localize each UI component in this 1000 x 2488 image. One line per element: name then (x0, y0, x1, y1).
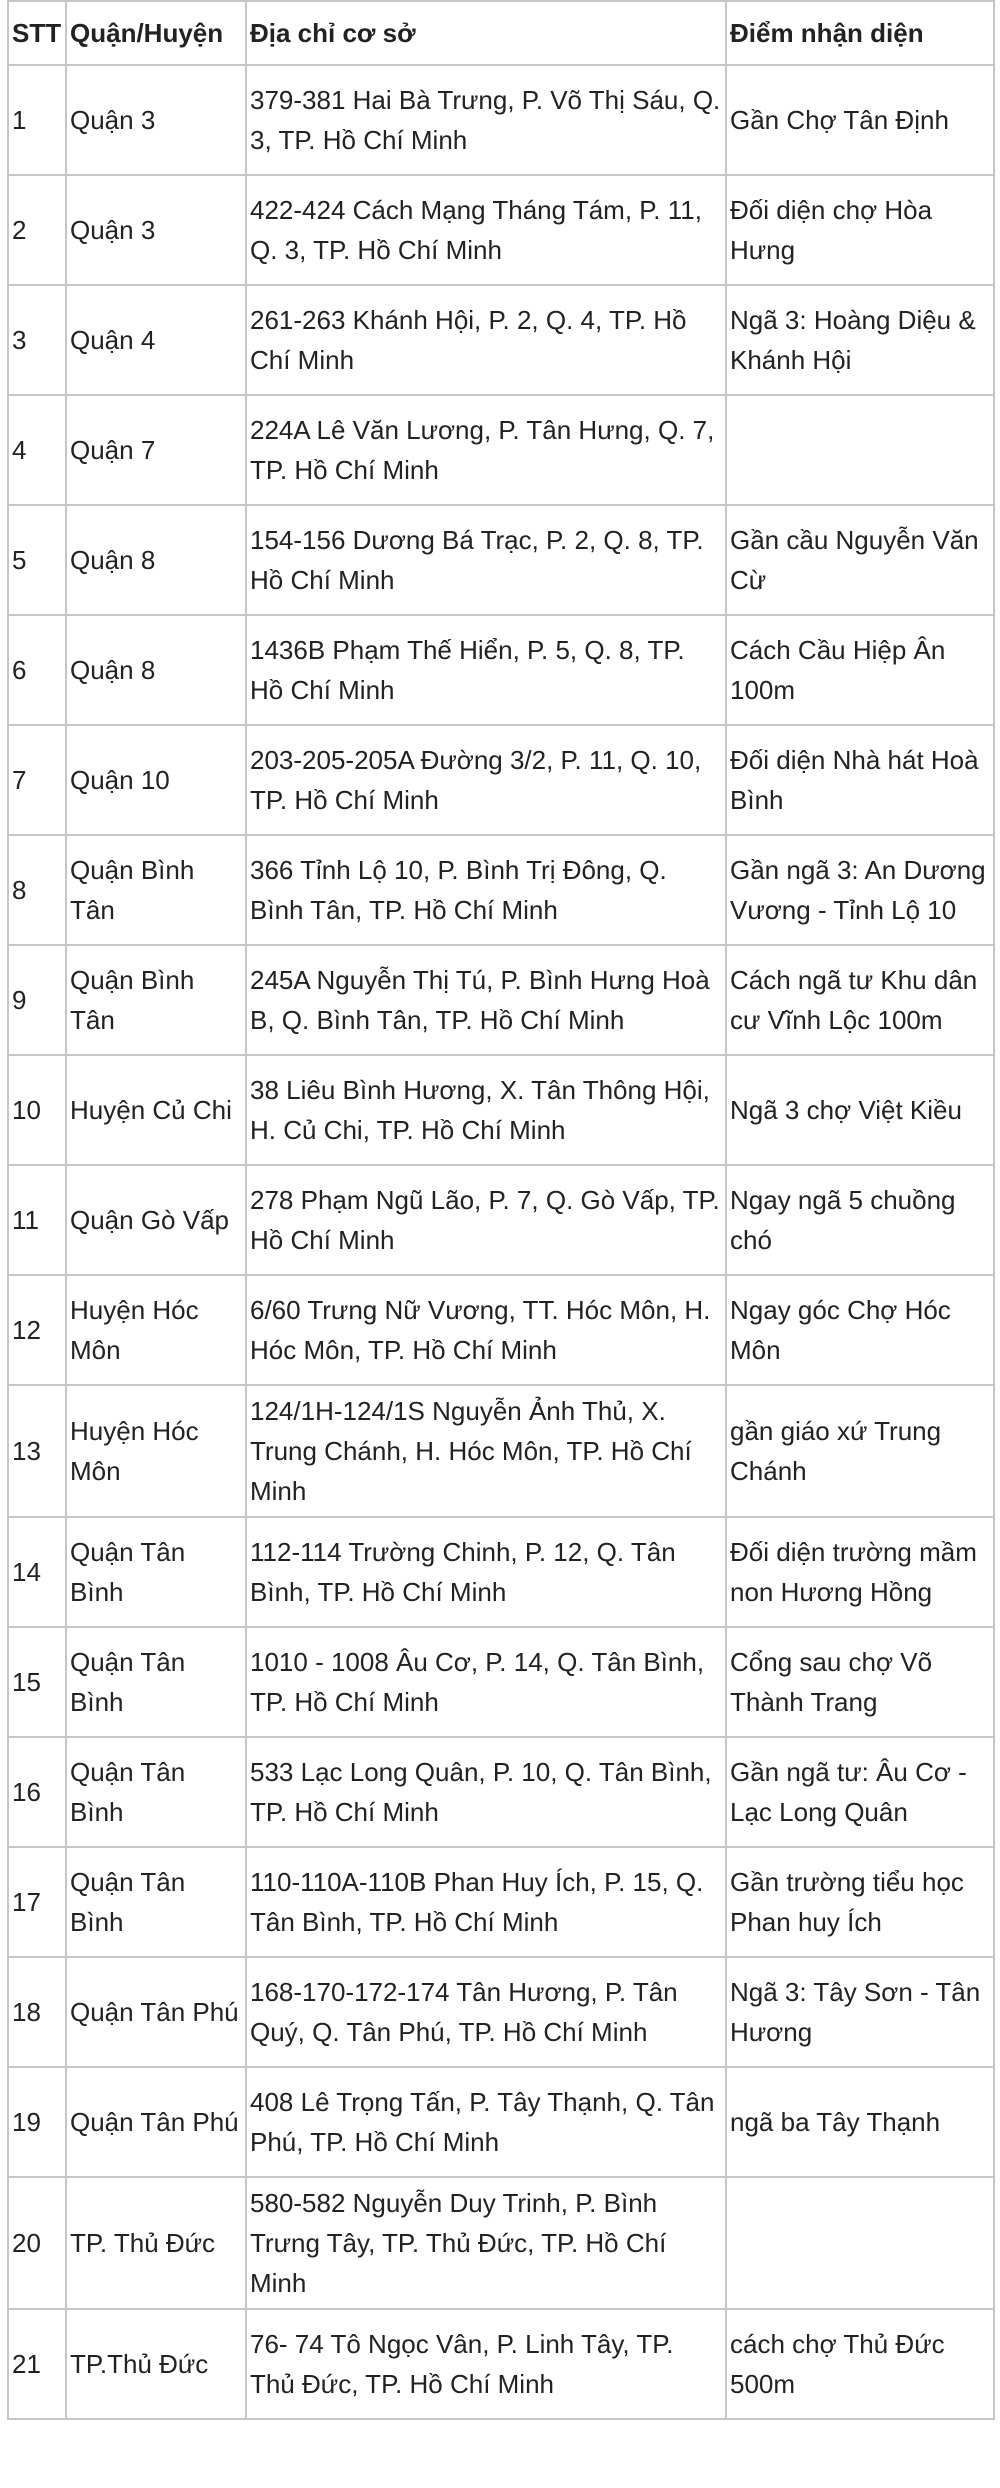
cell-stt: 16 (8, 1737, 66, 1847)
cell-landmark: Đối diện trường mầm non Hương Hồng (726, 1517, 994, 1627)
cell-address: 408 Lê Trọng Tấn, P. Tây Thạnh, Q. Tân Phú, TP. Hồ Chí Minh (246, 2067, 726, 2177)
cell-landmark: gần giáo xứ Trung Chánh (726, 1385, 994, 1517)
cell-district: TP.Thủ Đức (66, 2309, 246, 2419)
cell-stt: 1 (8, 65, 66, 175)
cell-stt: 6 (8, 615, 66, 725)
table-row (8, 1275, 994, 1385)
cell-district: Quận Bình Tân (66, 835, 246, 945)
header-address: Địa chỉ cơ sở (246, 1, 726, 65)
cell-stt: 12 (8, 1275, 66, 1385)
table-body (8, 65, 994, 2419)
cell-district: Quận 3 (66, 65, 246, 175)
cell-district: TP. Thủ Đức (66, 2177, 246, 2309)
table-row (8, 1517, 994, 1627)
cell-district: Quận Tân Phú (66, 1957, 246, 2067)
table-row (8, 1847, 994, 1957)
cell-district: Quận Tân Bình (66, 1517, 246, 1627)
table-row (8, 2067, 994, 2177)
cell-stt: 10 (8, 1055, 66, 1165)
cell-stt: 13 (8, 1385, 66, 1517)
table-row (8, 835, 994, 945)
cell-address: 379-381 Hai Bà Trưng, P. Võ Thị Sáu, Q. 3, TP. Hồ Chí Minh (246, 65, 726, 175)
cell-stt: 14 (8, 1517, 66, 1627)
cell-address: 422-424 Cách Mạng Tháng Tám, P. 11, Q. 3, TP. Hồ Chí Minh (246, 175, 726, 285)
cell-district: Quận Tân Phú (66, 2067, 246, 2177)
cell-stt: 8 (8, 835, 66, 945)
cell-landmark: Cách ngã tư Khu dân cư Vĩnh Lộc 100m (726, 945, 994, 1055)
cell-address: 110-110A-110B Phan Huy Ích, P. 15, Q. Tân Bình, TP. Hồ Chí Minh (246, 1847, 726, 1957)
table-row (8, 2309, 994, 2419)
header-stt: STT (8, 1, 66, 65)
cell-address: 38 Liêu Bình Hương, X. Tân Thông Hội, H. Củ Chi, TP. Hồ Chí Minh (246, 1055, 726, 1165)
cell-landmark (726, 2177, 994, 2309)
cell-stt: 9 (8, 945, 66, 1055)
cell-address: 1436B Phạm Thế Hiển, P. 5, Q. 8, TP. Hồ Chí Minh (246, 615, 726, 725)
cell-landmark: Ngã 3: Hoàng Diệu & Khánh Hội (726, 285, 994, 395)
cell-landmark: Gần ngã 3: An Dương Vương - Tỉnh Lộ 10 (726, 835, 994, 945)
table-row (8, 1385, 994, 1517)
table-row (8, 1737, 994, 1847)
cell-stt: 17 (8, 1847, 66, 1957)
cell-address: 203-205-205A Đường 3/2, P. 11, Q. 10, TP. Hồ Chí Minh (246, 725, 726, 835)
table-row (8, 175, 994, 285)
header-district: Quận/Huyện (66, 1, 246, 65)
table-row (8, 285, 994, 395)
cell-district: Quận Tân Bình (66, 1627, 246, 1737)
cell-landmark: Đối diện Nhà hát Hoà Bình (726, 725, 994, 835)
cell-stt: 15 (8, 1627, 66, 1737)
cell-address: 245A Nguyễn Thị Tú, P. Bình Hưng Hoà B, Q. Bình Tân, TP. Hồ Chí Minh (246, 945, 726, 1055)
cell-address: 224A Lê Văn Lương, P. Tân Hưng, Q. 7, TP. Hồ Chí Minh (246, 395, 726, 505)
cell-address: 1010 - 1008 Âu Cơ, P. 14, Q. Tân Bình, TP. Hồ Chí Minh (246, 1627, 726, 1737)
cell-district: Quận 7 (66, 395, 246, 505)
cell-address: 580-582 Nguyễn Duy Trinh, P. Bình Trưng Tây, TP. Thủ Đức, TP. Hồ Chí Minh (246, 2177, 726, 2309)
cell-address: 124/1H-124/1S Nguyễn Ảnh Thủ, X. Trung Chánh, H. Hóc Môn, TP. Hồ Chí Minh (246, 1385, 726, 1517)
table-row (8, 615, 994, 725)
table-row (8, 1055, 994, 1165)
cell-district: Quận Tân Bình (66, 1737, 246, 1847)
cell-district: Quận Tân Bình (66, 1847, 246, 1957)
cell-landmark: Cổng sau chợ Võ Thành Trang (726, 1627, 994, 1737)
header-landmark: Điểm nhận diện (726, 1, 994, 65)
table-row (8, 1627, 994, 1737)
cell-landmark (726, 395, 994, 505)
cell-stt: 4 (8, 395, 66, 505)
cell-landmark: cách chợ Thủ Đức 500m (726, 2309, 994, 2419)
cell-landmark: Gần cầu Nguyễn Văn Cừ (726, 505, 994, 615)
cell-district: Quận 3 (66, 175, 246, 285)
table-row (8, 2177, 994, 2309)
cell-district: Huyện Hóc Môn (66, 1275, 246, 1385)
cell-landmark: Cách Cầu Hiệp Ân 100m (726, 615, 994, 725)
cell-landmark: Ngã 3: Tây Sơn - Tân Hương (726, 1957, 994, 2067)
cell-stt: 11 (8, 1165, 66, 1275)
table-row (8, 725, 994, 835)
branch-address-table (7, 0, 995, 2420)
table-row (8, 395, 994, 505)
cell-address: 278 Phạm Ngũ Lão, P. 7, Q. Gò Vấp, TP. Hồ Chí Minh (246, 1165, 726, 1275)
cell-landmark: Ngã 3 chợ Việt Kiều (726, 1055, 994, 1165)
cell-address: 76- 74 Tô Ngọc Vân, P. Linh Tây, TP. Thủ Đức, TP. Hồ Chí Minh (246, 2309, 726, 2419)
cell-address: 168-170-172-174 Tân Hương, P. Tân Quý, Q. Tân Phú, TP. Hồ Chí Minh (246, 1957, 726, 2067)
cell-district: Quận 8 (66, 505, 246, 615)
cell-landmark: Ngay góc Chợ Hóc Môn (726, 1275, 994, 1385)
cell-address: 366 Tỉnh Lộ 10, P. Bình Trị Đông, Q. Bình Tân, TP. Hồ Chí Minh (246, 835, 726, 945)
cell-stt: 18 (8, 1957, 66, 2067)
cell-district: Huyện Củ Chi (66, 1055, 246, 1165)
cell-stt: 20 (8, 2177, 66, 2309)
cell-address: 533 Lạc Long Quân, P. 10, Q. Tân Bình, TP. Hồ Chí Minh (246, 1737, 726, 1847)
cell-landmark: Gần trường tiểu học Phan huy Ích (726, 1847, 994, 1957)
cell-district: Quận 10 (66, 725, 246, 835)
cell-stt: 3 (8, 285, 66, 395)
cell-district: Quận Bình Tân (66, 945, 246, 1055)
cell-address: 6/60 Trưng Nữ Vương, TT. Hóc Môn, H. Hóc Môn, TP. Hồ Chí Minh (246, 1275, 726, 1385)
cell-district: Quận 8 (66, 615, 246, 725)
cell-landmark: Gần Chợ Tân Định (726, 65, 994, 175)
cell-landmark: Đối diện chợ Hòa Hưng (726, 175, 994, 285)
table-row (8, 1957, 994, 2067)
table-row (8, 505, 994, 615)
cell-district: Quận Gò Vấp (66, 1165, 246, 1275)
cell-address: 154-156 Dương Bá Trạc, P. 2, Q. 8, TP. Hồ Chí Minh (246, 505, 726, 615)
table-row (8, 65, 994, 175)
cell-stt: 7 (8, 725, 66, 835)
cell-stt: 5 (8, 505, 66, 615)
cell-stt: 21 (8, 2309, 66, 2419)
cell-landmark: Gần ngã tư: Âu Cơ - Lạc Long Quân (726, 1737, 994, 1847)
cell-district: Huyện Hóc Môn (66, 1385, 246, 1517)
table-row (8, 945, 994, 1055)
cell-landmark: Ngay ngã 5 chuồng chó (726, 1165, 994, 1275)
cell-address: 261-263 Khánh Hội, P. 2, Q. 4, TP. Hồ Chí Minh (246, 285, 726, 395)
cell-district: Quận 4 (66, 285, 246, 395)
cell-address: 112-114 Trường Chinh, P. 12, Q. Tân Bình, TP. Hồ Chí Minh (246, 1517, 726, 1627)
cell-stt: 19 (8, 2067, 66, 2177)
table-row (8, 1165, 994, 1275)
cell-landmark: ngã ba Tây Thạnh (726, 2067, 994, 2177)
table-header-row (8, 1, 994, 65)
cell-stt: 2 (8, 175, 66, 285)
